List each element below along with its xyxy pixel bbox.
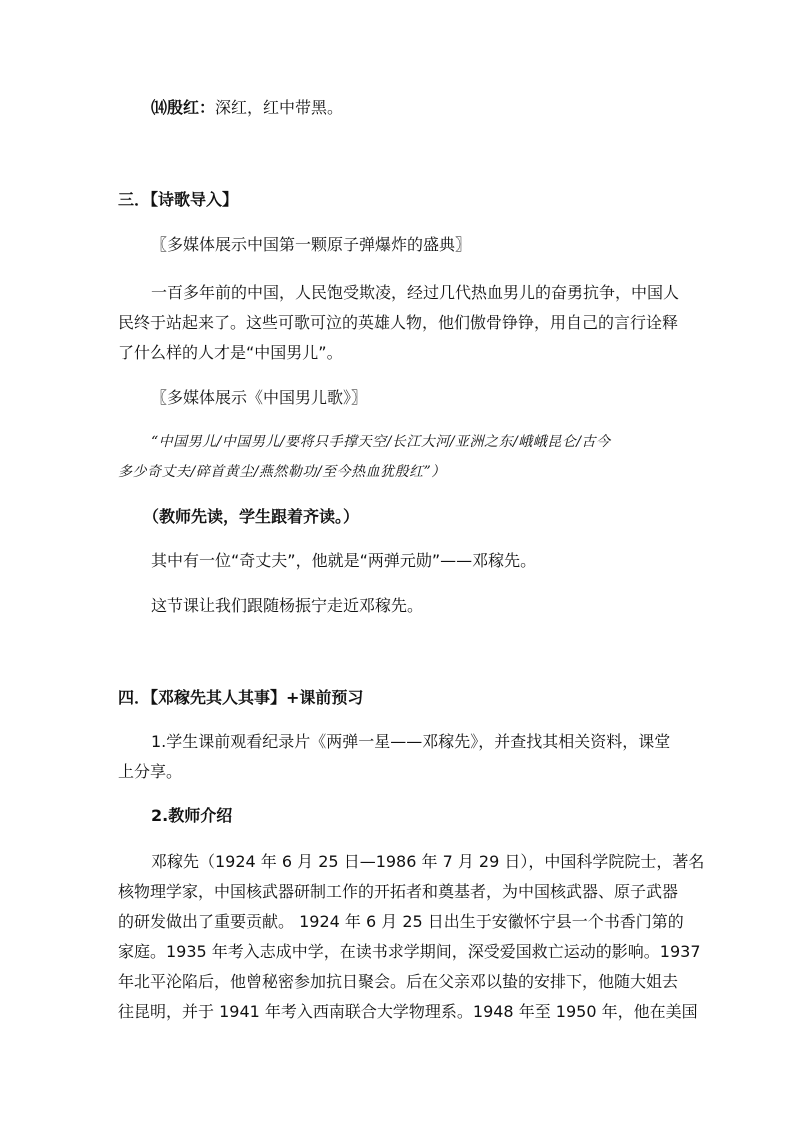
media-note-1: 〖多媒体展示中国第一颗原子弹爆炸的盛典〗 xyxy=(151,235,472,254)
bio-line: 年北平沦陷后，他曾秘密参加抗日聚会。后在父亲邓以蛰的安排下，他随大姐去 xyxy=(118,972,679,991)
bio-line: 家庭。1935 年考入志成中学，在读书求学期间，深受爱国救亡运动的影响。1937 xyxy=(118,942,701,961)
paragraph-line: 其中有一位“奇丈夫”，他就是“两弹元勋”——邓稼先。 xyxy=(151,551,537,570)
list-item-line: 1.学生课前观看纪录片《两弹一星——邓稼先》，并查找其相关资料，课堂 xyxy=(151,732,671,751)
media-note-2: 〖多媒体展示《中国男儿歌》〗 xyxy=(151,388,368,407)
note-term: ⒁殷红： xyxy=(151,98,216,117)
reading-instruction: （教师先读，学生跟着齐读。） xyxy=(143,507,360,526)
bio-line: 邓稼先（1924 年 6 月 25 日—1986 年 7 月 29 日），中国科学院院士，著名 xyxy=(151,852,705,871)
section3-heading: 三．【诗歌导入】 xyxy=(118,190,239,209)
item2-heading: 2.教师介绍 xyxy=(151,806,233,825)
note-line xyxy=(151,98,343,118)
bio-line: 的研发做出了重要贡献。 1924 年 6 月 25 日出生于安徽怀宁县一个书香门第的 xyxy=(118,912,684,931)
song-line: “中国男儿/中国男儿/要将只手撑天空/长江大河/亚洲之东/峨峨昆仑/古今 xyxy=(151,434,611,450)
paragraph-line: 民终于站起来了。这些可歌可泣的英雄人物，他们傲骨铮铮，用自己的言行诠释 xyxy=(118,313,679,332)
note-text: 深红，红中带黑。 xyxy=(215,98,344,117)
bio-line: 往昆明，并于 1941 年考入西南联合大学物理系。1948 年至 1950 年，他在美国 xyxy=(118,1002,698,1021)
bio-line: 核物理学家，中国核武器研制工作的开拓者和奠基者，为中国核武器、原子武器 xyxy=(118,882,679,901)
list-item-line: 上分享。 xyxy=(118,762,183,781)
section4-heading: 四．【邓稼先其人其事】+课前预习 xyxy=(118,688,364,707)
song-line: 多少奇丈夫/碎首黄尘/燕然勒功/至今热血犹殷红”） xyxy=(118,464,446,480)
paragraph-line: 了什么样的人才是“中国男儿”。 xyxy=(118,343,343,362)
paragraph-line: 一百多年前的中国，人民饱受欺凌，经过几代热血男儿的奋勇抗争，中国人 xyxy=(151,283,680,302)
paragraph-line: 这节课让我们跟随杨振宁走近邓稼先。 xyxy=(151,596,424,615)
